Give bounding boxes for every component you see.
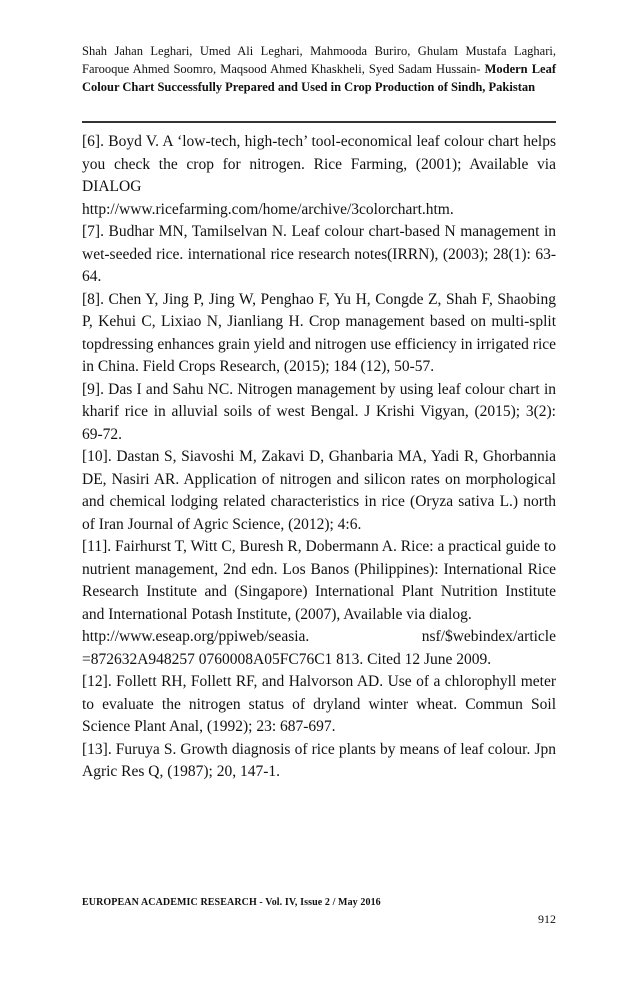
header-title: Modern Leaf Colour Chart Successfully Prepared and Used in Crop Production of Sindh, Pakistan — [82, 62, 556, 94]
reference-6-line-1: [6]. Boyd V. A ‘low-tech, high-tech’ tool-economical leaf colour chart helps you check the crop for nitrogen. Rice Farming, (2001); Available via DIALOG — [82, 133, 556, 195]
reference-13: [13]. Furuya S. Growth diagnosis of rice plants by means of leaf colour. Jpn Agric Res Q, (1987); 20, 147-1. — [82, 740, 556, 780]
reference-10: [10]. Dastan S, Siavoshi M, Zakavi D, Ghanbaria MA, Yadi R, Ghorbannia DE, Nasiri AR. Application of nitrogen and silicon rates on morphological and chemical lodging related characteristics in rice (Oryza sativa L.) north of Iran Journal of Agric Science, (2012); 4:6. — [82, 448, 556, 533]
reference-list — [82, 131, 556, 784]
page-number: 912 — [538, 912, 556, 926]
reference-11-url-1: http://www.eseap.org/ppiweb/seasia. nsf/$webindex/article — [82, 628, 556, 645]
reference-6-url: http://www.ricefarming.com/home/archive/3colorchart.htm. — [82, 200, 454, 218]
footer-journal: EUROPEAN ACADEMIC RESEARCH - Vol. IV, Issue 2 / May 2016 — [82, 897, 381, 908]
reference-12: [12]. Follett RH, Follett RF, and Halvorson AD. Use of a chlorophyll meter to evaluate the nitrogen status of dryland winter wheat. Commun Soil Science Plant Anal, (1992); 23: 687-697. — [82, 673, 556, 735]
reference-11-line-1: [11]. Fairhurst T, Witt C, Buresh R, Dobermann A. Rice: a practical guide to nutrient management, 2nd edn. Los Banos (Philippines): International Rice Research Institute and (Singapore) International Plant Nutrition Institute and International Potash Institute, (2007), Available via dialog. — [82, 538, 556, 623]
reference-8: [8]. Chen Y, Jing P, Jing W, Penghao F, Yu H, Congde Z, Shah F, Shaobing P, Kehui C, Lixiao N, Jianliang H. Crop management based on multi-split topdressing enhances grain yield and nitrogen use efficiency in irrigated rice in China. Field Crops Research, (2015); 184 (12), 50-57. — [82, 290, 557, 375]
header-divider — [82, 121, 556, 123]
header-authors: Shah Jahan Leghari, Umed Ali Leghari, Mahmooda Buriro, Ghulam Mustafa Laghari, Farooque Ahmed Soomro, Maqsood Ahmed Khaskheli, Syed Sadam Hussain- — [82, 44, 556, 76]
reference-11-url-2: =872632A948257 0760008A05FC76C1 813. Cited 12 June 2009. — [82, 650, 492, 668]
running-header — [82, 42, 556, 96]
reference-7: [7]. Budhar MN, Tamilselvan N. Leaf colour chart-based N management in wet-seeded rice. international rice research notes(IRRN), (2003); 28(1): 63-64. — [82, 223, 556, 285]
reference-9: [9]. Das I and Sahu NC. Nitrogen management by using leaf colour chart in kharif rice in alluvial soils of west Bengal. J Krishi Vigyan, (2015); 3(2): 69-72. — [82, 380, 556, 443]
